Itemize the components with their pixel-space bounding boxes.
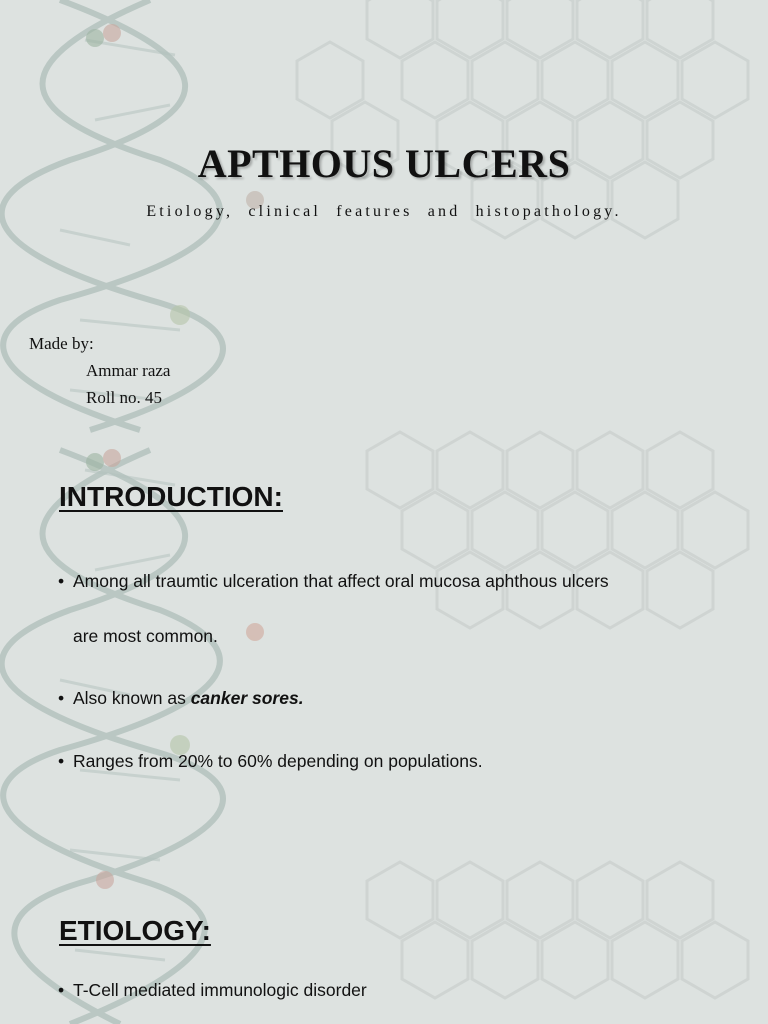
hexagon-pattern-bottom (367, 432, 748, 998)
bullet-text: Among all traumtic ulceration that affect oral mucosa aphthous ulcers (73, 571, 609, 591)
bullet-dot: • (58, 751, 65, 771)
introduction-heading: INTRODUCTION: (59, 481, 283, 512)
bullet-item (58, 688, 738, 709)
slide-title: APTHOUS ULCERS (197, 141, 571, 186)
title-slide (0, 0, 768, 440)
bullet-dot: • (58, 980, 65, 1000)
bullet-text: T-Cell mediated immunologic disorder (73, 980, 367, 1000)
roll-number: Roll no. 45 (86, 388, 163, 407)
etiology-bullet-item (58, 980, 738, 1001)
bullet-text: Ranges from 20% to 60% depending on populations. (73, 751, 483, 771)
bullet-emphasis: canker sores. (190, 688, 304, 708)
bullet-dot: • (58, 688, 65, 708)
bullet-dot: • (58, 571, 65, 591)
bullet-text: Also known as (73, 688, 191, 708)
bullet-item (58, 571, 738, 592)
bullet-item (58, 751, 738, 772)
author-name: Ammar raza (86, 361, 171, 380)
slide-subtitle: Etiology, clinical features and histopathology. (146, 203, 622, 220)
bullet-continuation: are most common. (73, 626, 218, 646)
made-by-label: Made by: (29, 334, 94, 353)
etiology-heading: ETIOLOGY: (59, 915, 211, 946)
